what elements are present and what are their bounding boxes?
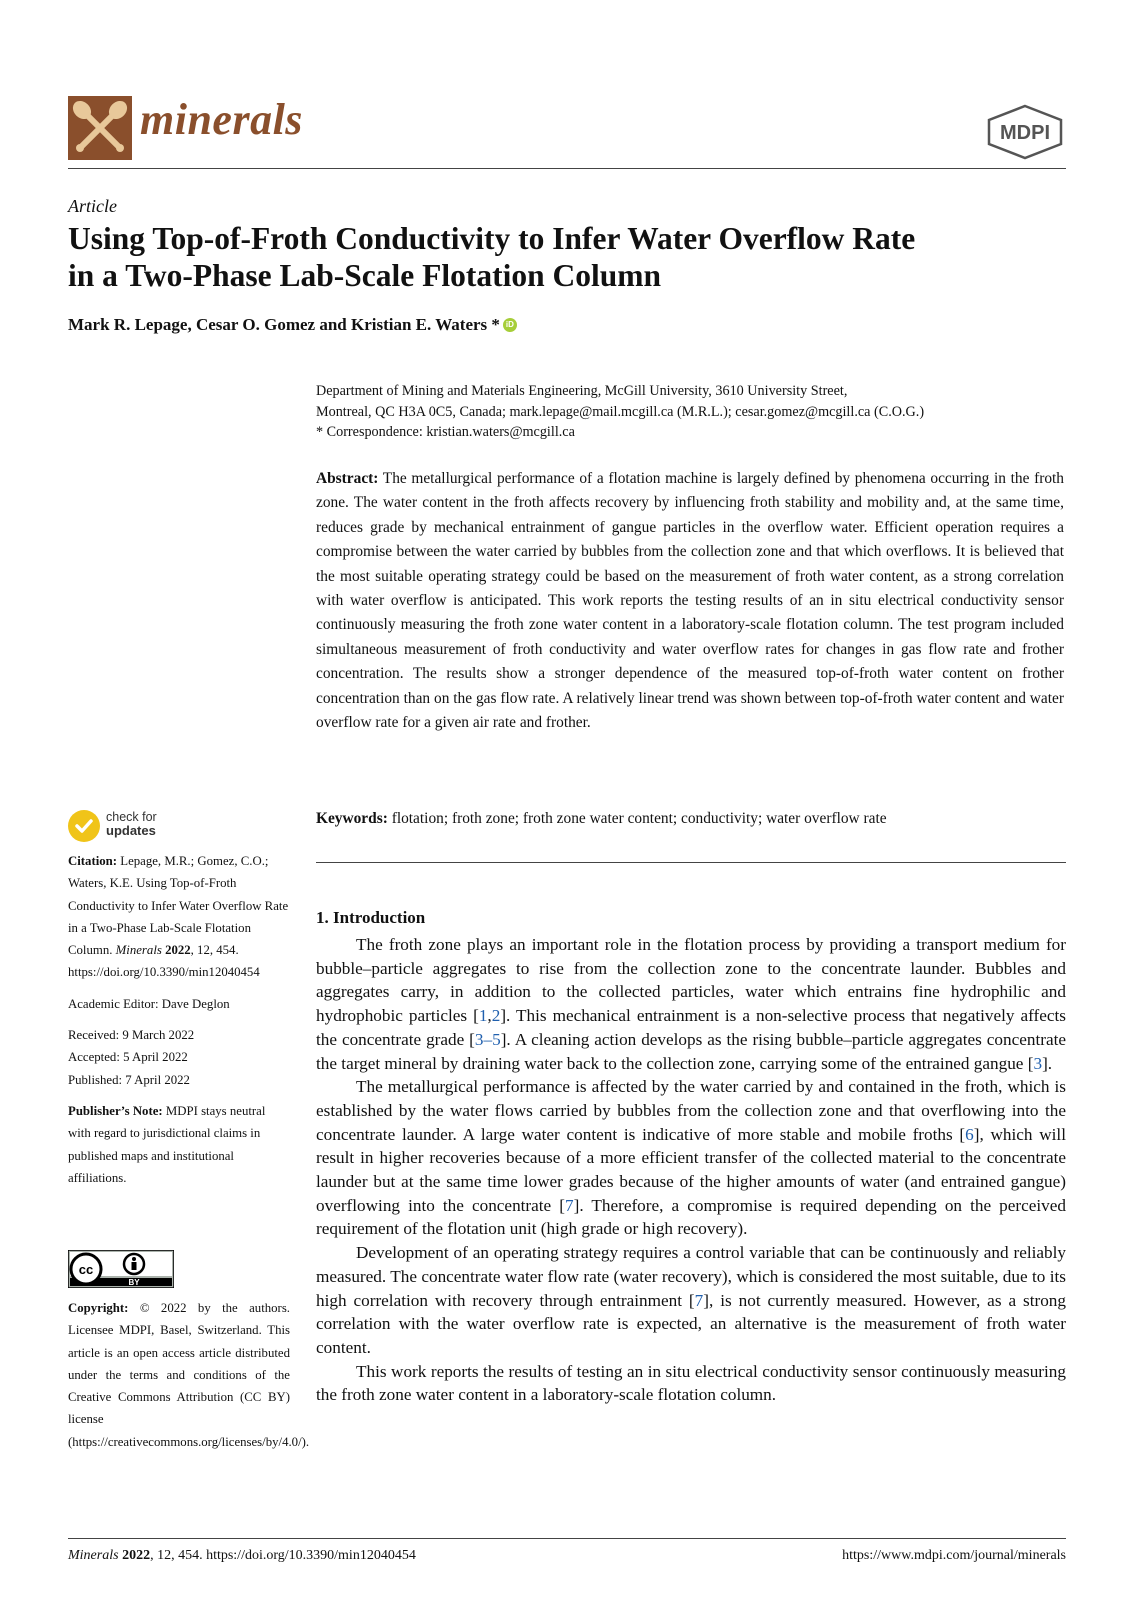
- publisher-note-label: Publisher’s Note:: [68, 1103, 163, 1118]
- affiliation-line-1: Department of Mining and Materials Engineering, McGill University, 3610 University Street,: [316, 383, 848, 399]
- correspondence: * Correspondence: kristian.waters@mcgill.ca: [316, 424, 575, 440]
- article-type: Article: [68, 196, 117, 216]
- keywords: [316, 810, 1064, 828]
- cc-by-label: BY: [128, 1278, 140, 1287]
- check-updates-line-2: updates: [106, 823, 156, 838]
- orcid-icon[interactable]: iD: [503, 318, 517, 332]
- accepted-date: Accepted: 5 April 2022: [68, 1050, 188, 1065]
- abstract-text: The metallurgical performance of a flotation machine is largely defined by phenomena occurring in the froth zone. The water content in the froth affects recovery by influencing froth stability and mobility and, at the same time, reduces grade by mechanical entrainment of gangue particles in the overflow water. Efficient operation requires a compromise between the water carried by bubbles from the collection zone and that which overflows. It is believed that the most suitable operating strategy could be based on the measurement of froth water content, as a strong correlation with water overflow is anticipated. This work reports the testing results of an in situ electrical conductivity sensor continuously measuring the froth zone water content in a laboratory-scale flotation column. The test program included simultaneous measurement of froth conductivity and water overflow rates for changes in gas flow rate and frother concentration. The results show a stronger dependence of the measured top-of-froth water content on frother concentration than on the gas flow rate. A relatively linear trend was shown between top-of-froth water content and water overflow rate for a given air rate and frother.: [316, 470, 1064, 732]
- intro-paragraph-4: This work reports the results of testing an in situ electrical conductivity sensor continuously measuring the froth zone water content in a laboratory-scale flotation column.: [316, 1361, 1066, 1405]
- introduction-body: [316, 933, 1066, 1407]
- affiliation-line-2: Montreal, QC H3A 0C5, Canada; mark.lepage@mail.mcgill.ca (M.R.L.); cesar.gomez@mcgill.ca (C.O.G.): [316, 403, 925, 420]
- footer-doi[interactable]: , 12, 454. https://doi.org/10.3390/min12040454: [150, 1548, 416, 1563]
- citation-year: 2022: [165, 943, 191, 958]
- footer-journal-url[interactable]: https://www.mdpi.com/journal/minerals: [842, 1548, 1066, 1563]
- journal-name: minerals: [140, 95, 303, 144]
- copyright-text: © 2022 by the authors. Licensee MDPI, Basel, Switzerland. This article is an open access article distributed under the terms and conditions of the Creative Commons Attribution (CC BY) license (https://creativecommons.org/licenses/by/4.0/).: [68, 1301, 310, 1449]
- published-date: Published: 7 April 2022: [68, 1072, 190, 1087]
- intro-paragraph-2: The metallurgical performance is affected by the water carried by and contained in the froth, which is established by the water flows carried by bubbles from the collection zone and that overflowing into the concentrate launder. A large water content is indicative of more stable and mobile froths [6], which will result in higher recoveries because of a more efficient transfer of the collected material to the concentrate launder but at the same time lower grades because of the higher amounts of water (and entrained gangue) overflowing into the concentrate [7]. Therefore, a compromise is required depending on the perceived requirement of the flotation unit (high grade or high recovery).: [316, 1077, 1066, 1239]
- authors-text: Mark R. Lepage, Cesar O. Gomez and Kristian E. Waters *: [68, 315, 500, 334]
- academic-editor: Academic Editor: Dave Deglon: [68, 996, 230, 1011]
- footer-citation: [68, 1548, 416, 1564]
- cc-by-license-badge[interactable]: [68, 1250, 174, 1288]
- citation-text: Lepage, M.R.; Gomez, C.O.; Waters, K.E. Using Top-of-Froth Conductivity to Infer Water Overflow Rate in a Two-Phase Lab-Scale Flotation Column.: [68, 854, 289, 958]
- crossed-shovels-icon: [68, 96, 132, 160]
- svg-text:cc: cc: [78, 1262, 94, 1277]
- publisher-note-text: MDPI stays neutral with regard to jurisdictional claims in published maps and institutional affiliations.: [68, 1103, 266, 1185]
- title-line-1: Using Top-of-Froth Conductivity to Infer Water Overflow Rate: [68, 221, 916, 256]
- affiliation-block: [316, 381, 1066, 443]
- check-updates-label: [106, 811, 157, 837]
- publisher-note: [68, 1100, 290, 1189]
- citation-link[interactable]: 7: [565, 1195, 574, 1215]
- citation-journal: Minerals: [115, 943, 162, 958]
- keywords-label: Keywords:: [316, 810, 388, 827]
- citation-link[interactable]: 3: [1033, 1053, 1043, 1073]
- citation-link[interactable]: 6: [965, 1124, 974, 1144]
- copyright-label: Copyright:: [68, 1301, 129, 1315]
- title-line-2: in a Two-Phase Lab-Scale Flotation Column: [68, 258, 662, 293]
- abstract: [316, 467, 1064, 735]
- check-updates-line-1: check for: [106, 810, 157, 824]
- article-title: [68, 220, 1068, 294]
- citation-link[interactable]: 3–5: [474, 1029, 501, 1049]
- received-date: Received: 9 March 2022: [68, 1028, 195, 1043]
- footer-year: 2022: [122, 1548, 151, 1563]
- section-heading-introduction: 1. Introduction: [316, 908, 426, 927]
- check-updates-icon: [68, 810, 100, 842]
- citation-doi[interactable]: , 12, 454. https://doi.org/10.3390/min12040454: [68, 943, 260, 980]
- footer-divider: [68, 1538, 1066, 1539]
- mdpi-logo[interactable]: [985, 104, 1065, 160]
- journal-logo: [68, 96, 132, 160]
- article-sidebar: [68, 850, 290, 1189]
- citation-link[interactable]: 2: [491, 1006, 501, 1026]
- author-list: [68, 315, 517, 335]
- keywords-text: flotation; froth zone; froth zone water content; conductivity; water overflow rate: [391, 810, 887, 827]
- citation-link[interactable]: 7: [694, 1290, 704, 1310]
- abstract-divider: [316, 862, 1066, 863]
- intro-paragraph-3: Development of an operating strategy requires a control variable that can be continuously and reliably measured. The concentrate water flow rate (water recovery), which is considered the most suitable, due to its high correlation with recovery through entrainment [7], is not currently measured. However, as a strong correlation with the water overflow rate is expected, an alternative is the measurement of froth water content.: [316, 1243, 1066, 1357]
- citation-label: Citation:: [68, 854, 118, 868]
- citation-link[interactable]: 1: [478, 1006, 488, 1026]
- mdpi-logo-text: MDPI: [1000, 122, 1050, 144]
- abstract-label: Abstract:: [316, 470, 379, 487]
- citation: [68, 850, 290, 984]
- footer-journal: Minerals: [68, 1548, 119, 1563]
- header-divider: [68, 168, 1066, 169]
- copyright-notice: [68, 1297, 310, 1453]
- intro-paragraph-1: The froth zone plays an important role in the flotation process by providing a transport medium for bubble–particle aggregates to rise from the collection zone to the concentrate launder. Bubbles and aggregates carry, in addition to the collected particles, water which entrains fine hydrophilic and hydrophobic particles [1,2]. This mechanical entrainment is a non-selective process that negatively affects the concentrate grade [3–5]. A cleaning action develops as the rising bubble–particle aggregates concentrate the target mineral by draining water back to the collection zone, carrying some of the entrained gangue [3].: [316, 935, 1066, 1073]
- check-for-updates-button[interactable]: [68, 810, 178, 848]
